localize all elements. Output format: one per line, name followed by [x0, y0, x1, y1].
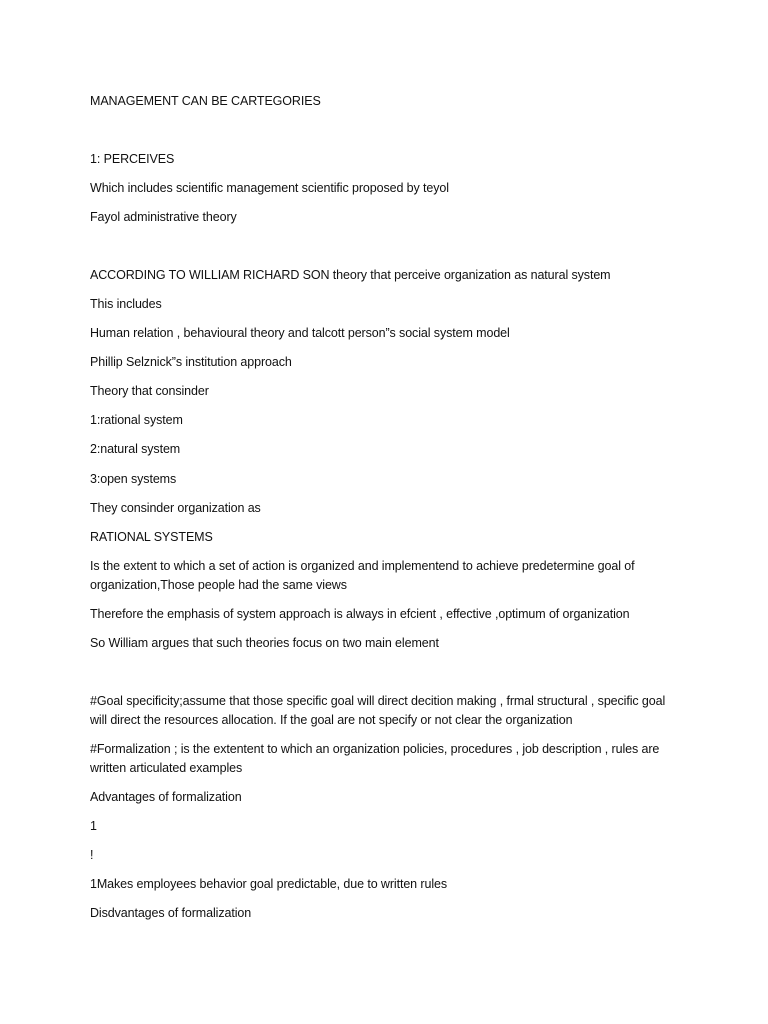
paragraph: Theory that consinder [90, 384, 209, 398]
paragraph: Human relation , behavioural theory and talcott person”s social system model [90, 326, 510, 340]
section-heading: RATIONAL SYSTEMS [90, 530, 213, 544]
paragraph: They consinder organization as [90, 501, 261, 515]
paragraph: Disdvantages of formalization [90, 906, 252, 920]
paragraph: ACCORDING TO WILLIAM RICHARD SON theory that perceive organization as natural system [90, 268, 611, 282]
paragraph: Phillip Selznick”s institution approach [90, 355, 292, 369]
paragraph: Which includes scientific management scientific proposed by teyol [90, 181, 449, 195]
paragraph: 3:open systems [90, 472, 177, 486]
paragraph: Fayol administrative theory [90, 210, 237, 224]
paragraph: 2:natural system [90, 442, 181, 456]
paragraph: 1:rational system [90, 413, 183, 427]
paragraph: #Formalization ; is the extentent to which an organization policies, procedures , job description , rules are written articulated examples [90, 742, 660, 775]
paragraph: This includes [90, 297, 162, 311]
paragraph: #Goal specificity;assume that those specific goal will direct decition making , frmal structural , specific goal will direct the resources allocation. If the goal are not specify or not clear the organization [90, 694, 666, 727]
paragraph: ! [90, 848, 94, 862]
document-title: MANAGEMENT CAN BE CARTEGORIES [90, 94, 321, 108]
paragraph: Advantages of formalization [90, 790, 242, 804]
paragraph: Is the extent to which a set of action is organized and implementend to achieve predetermine goal of organization,Those people had the same views [90, 559, 635, 592]
paragraph: 1Makes employees behavior goal predictable, due to written rules [90, 877, 447, 891]
paragraph: Therefore the emphasis of system approach is always in efcient , effective ,optimum of organization [90, 607, 630, 621]
paragraph: So William argues that such theories focus on two main element [90, 636, 439, 650]
paragraph: 1: PERCEIVES [90, 152, 175, 166]
paragraph: 1 [90, 819, 97, 833]
